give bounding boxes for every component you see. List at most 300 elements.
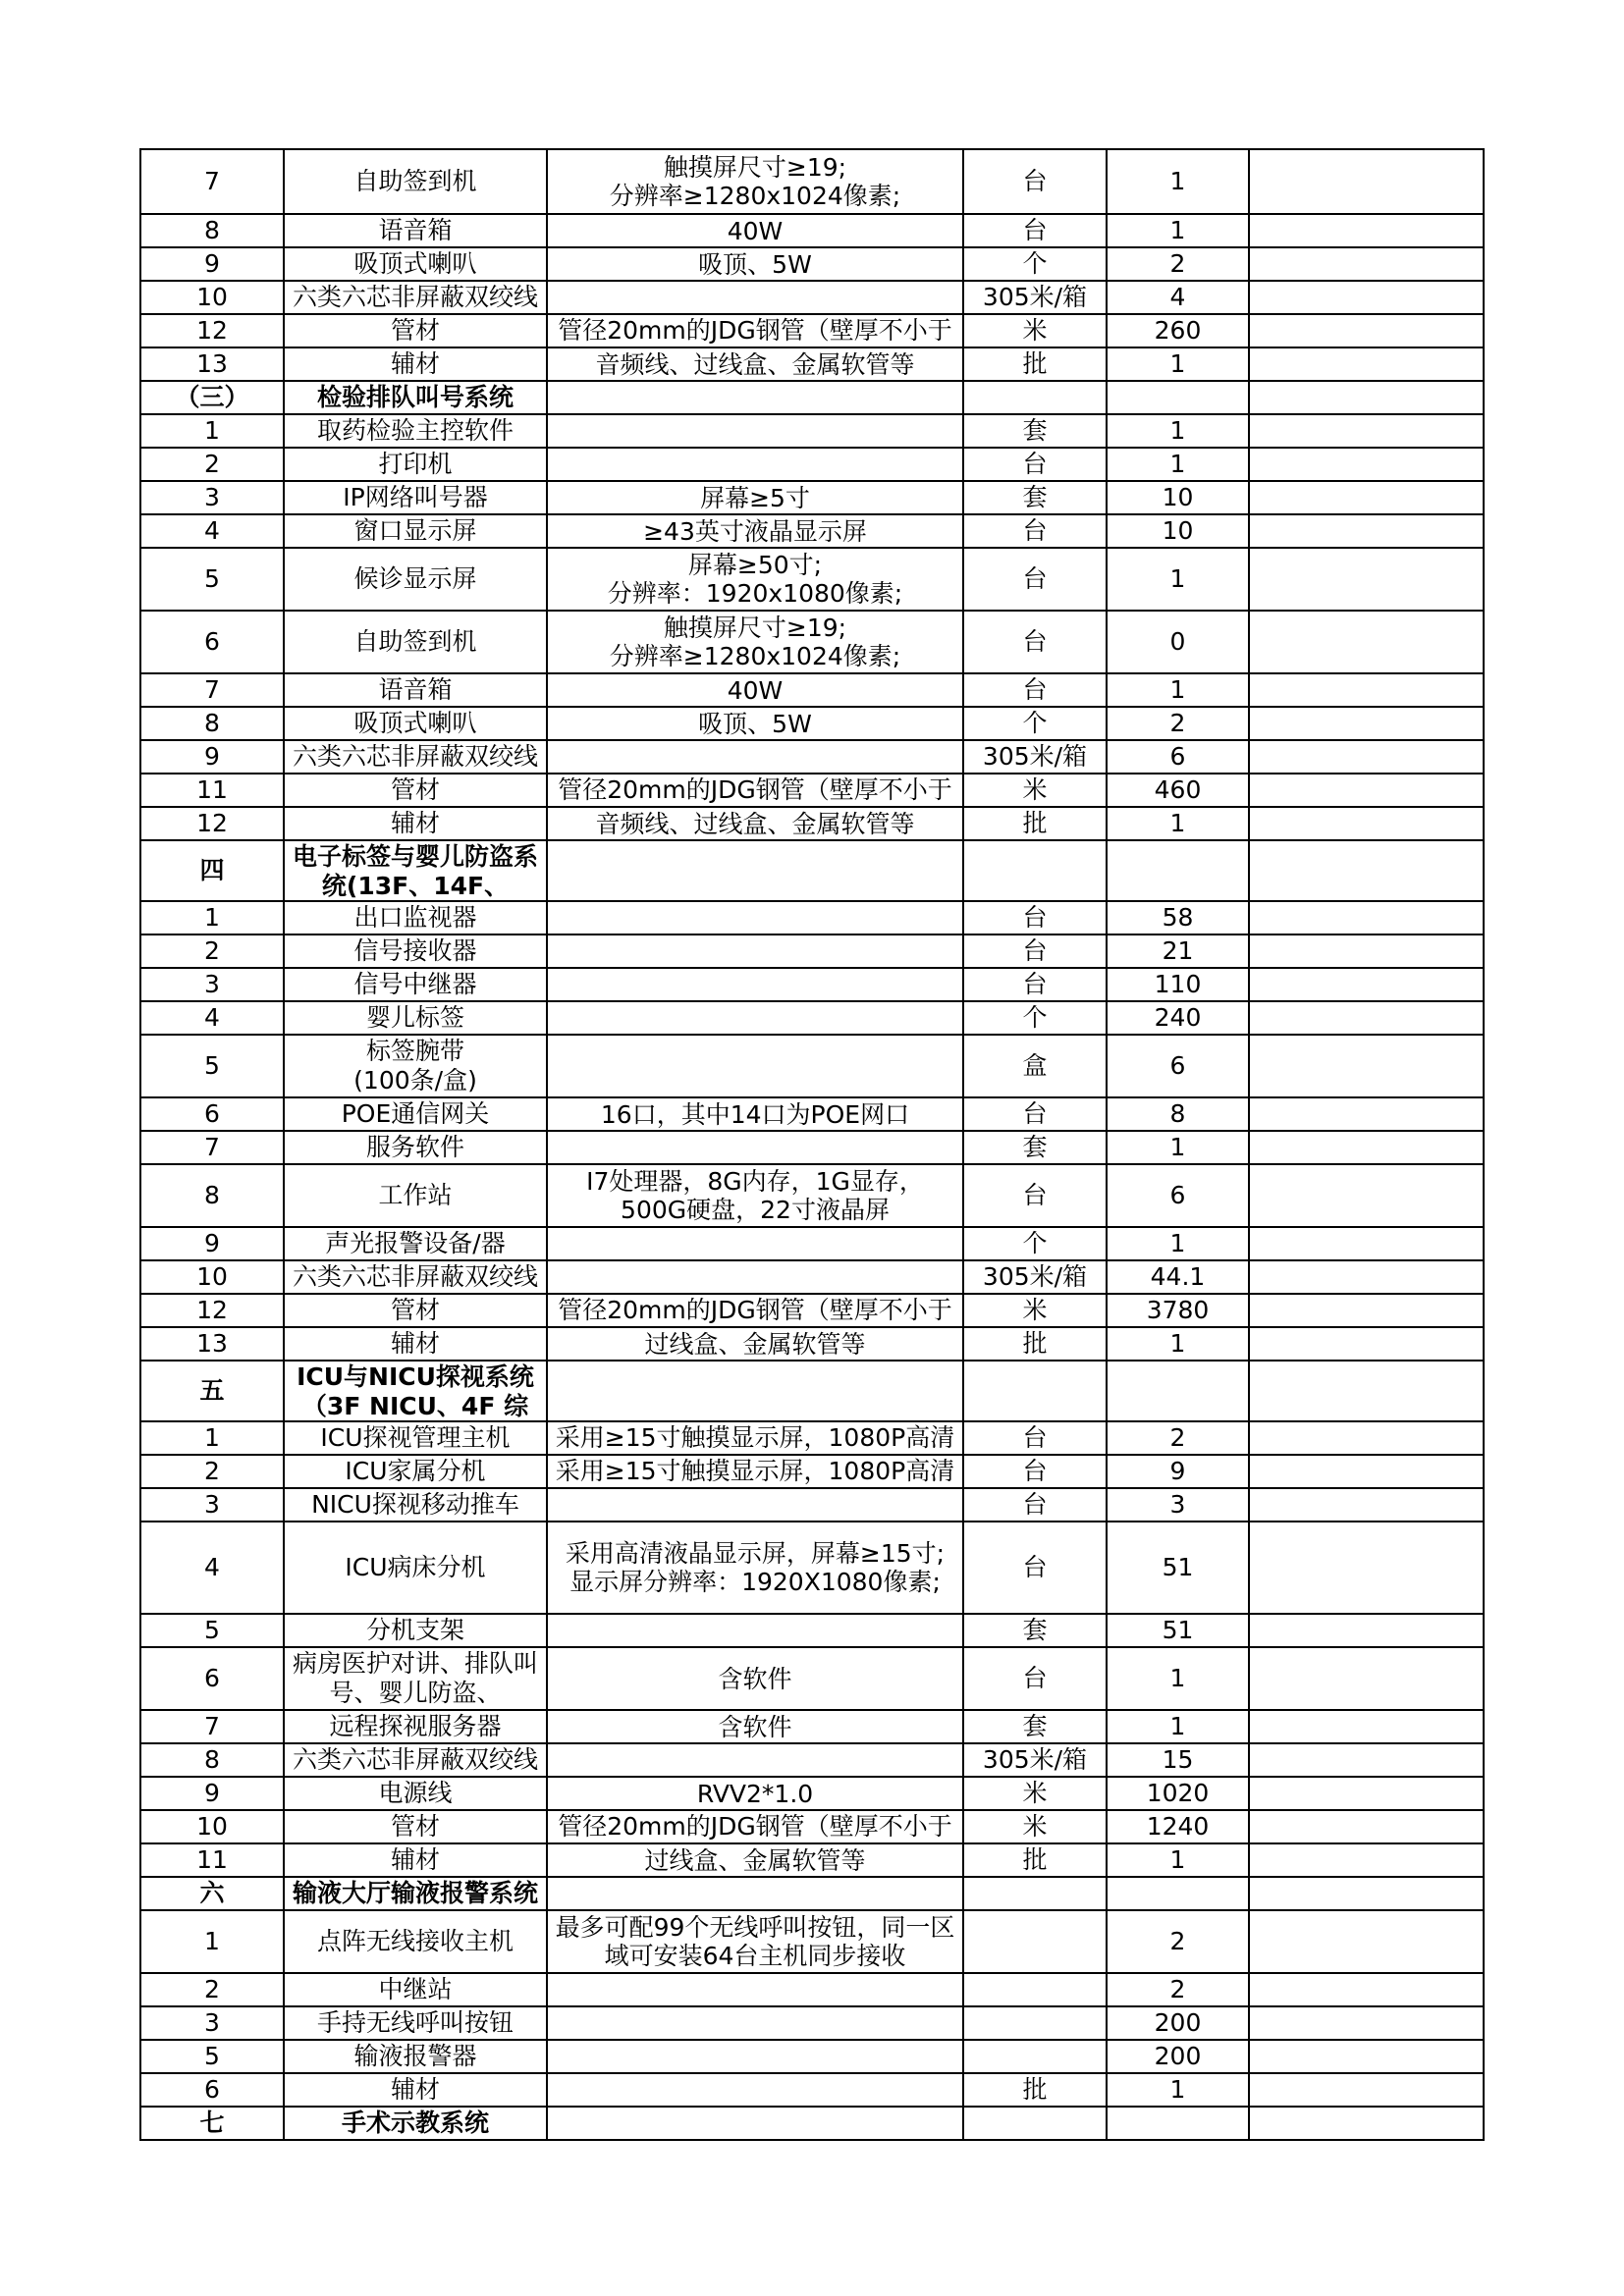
- cell-qty: 4: [1107, 281, 1249, 314]
- cell-qty: 1: [1107, 414, 1249, 448]
- cell-no: 9: [140, 1227, 284, 1260]
- cell-qty: 1: [1107, 149, 1249, 214]
- cell-spec: [547, 2107, 963, 2140]
- cell-unit: 个: [963, 1227, 1107, 1260]
- cell-unit: 套: [963, 481, 1107, 514]
- cell-qty: 21: [1107, 934, 1249, 968]
- cell-unit: 套: [963, 1131, 1107, 1164]
- cell-no: 5: [140, 1614, 284, 1647]
- cell-spec: [547, 1488, 963, 1522]
- cell-name: 电源线: [284, 1777, 547, 1810]
- cell-qty: 10: [1107, 481, 1249, 514]
- cell-unit: 个: [963, 707, 1107, 740]
- cell-unit: 305米/箱: [963, 740, 1107, 774]
- table-row: [140, 707, 1484, 740]
- cell-qty: 1: [1107, 1227, 1249, 1260]
- table-row: [140, 149, 1484, 214]
- cell-name: 病房医护对讲、排队叫号、婴儿防盗、: [284, 1647, 547, 1710]
- cell-spec: I7处理器，8G内存，1G显存， 500G硬盘，22寸液晶屏: [547, 1164, 963, 1227]
- cell-name: 声光报警设备/器: [284, 1227, 547, 1260]
- cell-no: 1: [140, 901, 284, 934]
- table-row: [140, 968, 1484, 1001]
- cell-unit: 米: [963, 1294, 1107, 1327]
- cell-name: ICU探视管理主机: [284, 1421, 547, 1455]
- cell-no: 12: [140, 807, 284, 840]
- cell-qty: 460: [1107, 774, 1249, 807]
- cell-name: 工作站: [284, 1164, 547, 1227]
- cell-qty: 2: [1107, 1973, 1249, 2006]
- cell-spec: [547, 1035, 963, 1097]
- cell-name: 六类六芯非屏蔽双绞线: [284, 740, 547, 774]
- cell-name: IP网络叫号器: [284, 481, 547, 514]
- table-row: [140, 1522, 1484, 1614]
- cell-unit: 台: [963, 1097, 1107, 1131]
- table-row: [140, 934, 1484, 968]
- cell-unit: 台: [963, 514, 1107, 548]
- cell-unit: [963, 1877, 1107, 1910]
- cell-remark: [1249, 1131, 1484, 1164]
- cell-name: 语音箱: [284, 214, 547, 247]
- cell-spec: [547, 1260, 963, 1294]
- cell-unit: 台: [963, 1455, 1107, 1488]
- cell-name: 辅材: [284, 347, 547, 381]
- cell-no: 4: [140, 514, 284, 548]
- cell-qty: 6: [1107, 740, 1249, 774]
- cell-no: 1: [140, 414, 284, 448]
- cell-spec: [547, 840, 963, 901]
- cell-no: 六: [140, 1877, 284, 1910]
- cell-qty: 3780: [1107, 1294, 1249, 1327]
- cell-qty: 3: [1107, 1488, 1249, 1522]
- cell-spec: [547, 381, 963, 414]
- cell-unit: 套: [963, 1614, 1107, 1647]
- cell-spec: 采用≥15寸触摸显示屏，1080P高清: [547, 1421, 963, 1455]
- table-row: [140, 1097, 1484, 1131]
- cell-qty: 9: [1107, 1455, 1249, 1488]
- cell-qty: 2: [1107, 247, 1249, 281]
- cell-no: 3: [140, 968, 284, 1001]
- table-row: [140, 1421, 1484, 1455]
- cell-spec: [547, 1877, 963, 1910]
- table-row: [140, 611, 1484, 673]
- cell-name: 六类六芯非屏蔽双绞线: [284, 1260, 547, 1294]
- cell-remark: [1249, 1522, 1484, 1614]
- cell-no: 9: [140, 1777, 284, 1810]
- table-row: [140, 281, 1484, 314]
- cell-no: 10: [140, 1810, 284, 1843]
- cell-unit: 台: [963, 1522, 1107, 1614]
- cell-unit: 米: [963, 1810, 1107, 1843]
- cell-qty: 10: [1107, 514, 1249, 548]
- table-row: [140, 1614, 1484, 1647]
- cell-unit: 批: [963, 347, 1107, 381]
- cell-remark: [1249, 1777, 1484, 1810]
- table-row: [140, 2006, 1484, 2040]
- cell-name: 管材: [284, 1810, 547, 1843]
- table-row: [140, 548, 1484, 611]
- cell-remark: [1249, 281, 1484, 314]
- cell-remark: [1249, 149, 1484, 214]
- cell-unit: [963, 2040, 1107, 2073]
- cell-no: 6: [140, 2073, 284, 2107]
- table-row: [140, 347, 1484, 381]
- cell-name: 六类六芯非屏蔽双绞线: [284, 1743, 547, 1777]
- table-row: [140, 1001, 1484, 1035]
- cell-remark: [1249, 347, 1484, 381]
- cell-unit: 批: [963, 2073, 1107, 2107]
- cell-no: 7: [140, 1710, 284, 1743]
- cell-unit: 305米/箱: [963, 1260, 1107, 1294]
- table-row: [140, 1294, 1484, 1327]
- cell-spec: 含软件: [547, 1647, 963, 1710]
- cell-no: 五: [140, 1361, 284, 1421]
- cell-name: 婴儿标签: [284, 1001, 547, 1035]
- cell-spec: 最多可配99个无线呼叫按钮，同一区域可安装64台主机同步接收: [547, 1910, 963, 1973]
- table-row: [140, 1843, 1484, 1877]
- cell-spec: 40W: [547, 673, 963, 707]
- cell-name: POE通信网关: [284, 1097, 547, 1131]
- cell-no: 1: [140, 1910, 284, 1973]
- cell-unit: [963, 1910, 1107, 1973]
- equipment-table: [139, 148, 1485, 2141]
- cell-unit: 批: [963, 807, 1107, 840]
- cell-name: 管材: [284, 314, 547, 347]
- table-row: [140, 740, 1484, 774]
- cell-no: 8: [140, 707, 284, 740]
- cell-no: 11: [140, 774, 284, 807]
- cell-no: 2: [140, 1973, 284, 2006]
- cell-unit: 台: [963, 1164, 1107, 1227]
- section-row: [140, 2107, 1484, 2140]
- cell-name: 输液报警器: [284, 2040, 547, 2073]
- cell-name: 分机支架: [284, 1614, 547, 1647]
- cell-name: 标签腕带 (100条/盒): [284, 1035, 547, 1097]
- cell-spec: 屏幕≥50寸; 分辨率：1920x1080像素;: [547, 548, 963, 611]
- table-row: [140, 807, 1484, 840]
- table-row: [140, 2040, 1484, 2073]
- cell-spec: 触摸屏尺寸≥19; 分辨率≥1280x1024像素;: [547, 149, 963, 214]
- cell-qty: 1020: [1107, 1777, 1249, 1810]
- cell-unit: 套: [963, 414, 1107, 448]
- cell-unit: 台: [963, 214, 1107, 247]
- cell-spec: 过线盒、金属软管等: [547, 1843, 963, 1877]
- cell-no: 7: [140, 673, 284, 707]
- cell-no: 12: [140, 1294, 284, 1327]
- cell-spec: 含软件: [547, 1710, 963, 1743]
- cell-remark: [1249, 414, 1484, 448]
- cell-no: 10: [140, 1260, 284, 1294]
- cell-spec: [547, 1131, 963, 1164]
- table-row: [140, 1327, 1484, 1361]
- cell-spec: [547, 968, 963, 1001]
- table-row: [140, 1164, 1484, 1227]
- cell-no: 2: [140, 448, 284, 481]
- cell-qty: 1240: [1107, 1810, 1249, 1843]
- cell-unit: 米: [963, 314, 1107, 347]
- cell-spec: [547, 1227, 963, 1260]
- cell-unit: 台: [963, 611, 1107, 673]
- cell-no: 9: [140, 247, 284, 281]
- cell-name: 辅材: [284, 1327, 547, 1361]
- cell-no: 2: [140, 1455, 284, 1488]
- cell-remark: [1249, 1843, 1484, 1877]
- cell-no: 13: [140, 347, 284, 381]
- cell-name: 打印机: [284, 448, 547, 481]
- cell-no: 1: [140, 1421, 284, 1455]
- cell-no: 11: [140, 1843, 284, 1877]
- cell-name: 窗口显示屏: [284, 514, 547, 548]
- cell-spec: RVV2*1.0: [547, 1777, 963, 1810]
- cell-spec: [547, 901, 963, 934]
- cell-remark: [1249, 1710, 1484, 1743]
- cell-name: 吸顶式喇叭: [284, 247, 547, 281]
- table-row: [140, 1710, 1484, 1743]
- cell-spec: [547, 740, 963, 774]
- cell-remark: [1249, 1421, 1484, 1455]
- table-row: [140, 2073, 1484, 2107]
- cell-qty: 0: [1107, 611, 1249, 673]
- cell-name: 中继站: [284, 1973, 547, 2006]
- cell-spec: [547, 1361, 963, 1421]
- cell-remark: [1249, 381, 1484, 414]
- cell-remark: [1249, 1361, 1484, 1421]
- table-row: [140, 774, 1484, 807]
- cell-unit: 米: [963, 774, 1107, 807]
- cell-qty: 1: [1107, 214, 1249, 247]
- cell-name: 取药检验主控软件: [284, 414, 547, 448]
- cell-spec: 16口，其中14口为POE网口: [547, 1097, 963, 1131]
- cell-remark: [1249, 934, 1484, 968]
- cell-remark: [1249, 1973, 1484, 2006]
- table-row: [140, 901, 1484, 934]
- cell-qty: [1107, 1877, 1249, 1910]
- cell-qty: 51: [1107, 1522, 1249, 1614]
- cell-name: 信号接收器: [284, 934, 547, 968]
- cell-name: 服务软件: [284, 1131, 547, 1164]
- cell-spec: 管径20mm的JDG钢管（壁厚不小于: [547, 774, 963, 807]
- table-row: [140, 314, 1484, 347]
- cell-unit: 套: [963, 1710, 1107, 1743]
- cell-spec: 采用高清液晶显示屏，屏幕≥15寸; 显示屏分辨率：1920X1080像素;: [547, 1522, 963, 1614]
- cell-remark: [1249, 1035, 1484, 1097]
- cell-remark: [1249, 774, 1484, 807]
- cell-remark: [1249, 2006, 1484, 2040]
- cell-no: 8: [140, 214, 284, 247]
- cell-spec: 40W: [547, 214, 963, 247]
- cell-remark: [1249, 314, 1484, 347]
- cell-remark: [1249, 1910, 1484, 1973]
- cell-spec: [547, 1614, 963, 1647]
- cell-spec: 管径20mm的JDG钢管（壁厚不小于: [547, 1294, 963, 1327]
- table-row: [140, 1131, 1484, 1164]
- cell-unit: 台: [963, 673, 1107, 707]
- cell-name: 出口监视器: [284, 901, 547, 934]
- cell-no: 3: [140, 2006, 284, 2040]
- cell-no: （三）: [140, 381, 284, 414]
- cell-remark: [1249, 2107, 1484, 2140]
- cell-remark: [1249, 1260, 1484, 1294]
- cell-spec: [547, 2040, 963, 2073]
- cell-remark: [1249, 1614, 1484, 1647]
- cell-name: 管材: [284, 1294, 547, 1327]
- cell-no: 9: [140, 740, 284, 774]
- cell-unit: 批: [963, 1843, 1107, 1877]
- cell-name: 自助签到机: [284, 611, 547, 673]
- cell-unit: 个: [963, 1001, 1107, 1035]
- cell-no: 5: [140, 2040, 284, 2073]
- cell-qty: 260: [1107, 314, 1249, 347]
- cell-qty: 200: [1107, 2006, 1249, 2040]
- cell-qty: 200: [1107, 2040, 1249, 2073]
- cell-spec: ≥43英寸液晶显示屏: [547, 514, 963, 548]
- table-row: [140, 1488, 1484, 1522]
- cell-remark: [1249, 514, 1484, 548]
- cell-name: 辅材: [284, 807, 547, 840]
- cell-no: 5: [140, 548, 284, 611]
- cell-qty: 1: [1107, 548, 1249, 611]
- cell-name: ICU与NICU探视系统（3F NICU、4F 综: [284, 1361, 547, 1421]
- cell-unit: 台: [963, 1647, 1107, 1710]
- cell-remark: [1249, 1647, 1484, 1710]
- cell-remark: [1249, 1877, 1484, 1910]
- section-row: [140, 1877, 1484, 1910]
- cell-no: 3: [140, 481, 284, 514]
- cell-no: 12: [140, 314, 284, 347]
- cell-spec: [547, 281, 963, 314]
- cell-name: 电子标签与婴儿防盗系统(13F、14F、: [284, 840, 547, 901]
- cell-spec: [547, 934, 963, 968]
- cell-spec: [547, 414, 963, 448]
- cell-no: 8: [140, 1743, 284, 1777]
- table-row: [140, 673, 1484, 707]
- cell-unit: 台: [963, 149, 1107, 214]
- cell-name: 手术示教系统: [284, 2107, 547, 2140]
- cell-name: 手持无线呼叫按钮: [284, 2006, 547, 2040]
- cell-unit: 台: [963, 448, 1107, 481]
- cell-no: 4: [140, 1522, 284, 1614]
- cell-no: 6: [140, 1647, 284, 1710]
- table-row: [140, 1647, 1484, 1710]
- cell-qty: 44.1: [1107, 1260, 1249, 1294]
- section-row: [140, 381, 1484, 414]
- cell-no: 七: [140, 2107, 284, 2140]
- cell-unit: 台: [963, 901, 1107, 934]
- cell-no: 3: [140, 1488, 284, 1522]
- cell-unit: 台: [963, 1421, 1107, 1455]
- cell-spec: 吸顶、5W: [547, 247, 963, 281]
- cell-qty: 51: [1107, 1614, 1249, 1647]
- cell-remark: [1249, 1164, 1484, 1227]
- cell-spec: 管径20mm的JDG钢管（壁厚不小于: [547, 1810, 963, 1843]
- cell-name: 信号中继器: [284, 968, 547, 1001]
- cell-remark: [1249, 2073, 1484, 2107]
- cell-qty: [1107, 1361, 1249, 1421]
- table-row: [140, 448, 1484, 481]
- table-row: [140, 514, 1484, 548]
- cell-unit: 批: [963, 1327, 1107, 1361]
- cell-qty: 1: [1107, 1710, 1249, 1743]
- cell-spec: 触摸屏尺寸≥19; 分辨率≥1280x1024像素;: [547, 611, 963, 673]
- cell-remark: [1249, 1227, 1484, 1260]
- cell-no: 6: [140, 1097, 284, 1131]
- cell-name: NICU探视移动推车: [284, 1488, 547, 1522]
- cell-remark: [1249, 247, 1484, 281]
- cell-remark: [1249, 707, 1484, 740]
- cell-no: 8: [140, 1164, 284, 1227]
- cell-qty: 1: [1107, 347, 1249, 381]
- cell-qty: 6: [1107, 1035, 1249, 1097]
- cell-unit: 个: [963, 247, 1107, 281]
- cell-remark: [1249, 1294, 1484, 1327]
- cell-remark: [1249, 481, 1484, 514]
- cell-spec: 音频线、过线盒、金属软管等: [547, 347, 963, 381]
- cell-qty: 6: [1107, 1164, 1249, 1227]
- cell-remark: [1249, 968, 1484, 1001]
- cell-no: 7: [140, 1131, 284, 1164]
- cell-name: ICU家属分机: [284, 1455, 547, 1488]
- cell-remark: [1249, 1097, 1484, 1131]
- table-row: [140, 1227, 1484, 1260]
- cell-no: 6: [140, 611, 284, 673]
- table-row: [140, 481, 1484, 514]
- cell-qty: [1107, 2107, 1249, 2140]
- table-body: [140, 149, 1484, 2140]
- cell-name: 远程探视服务器: [284, 1710, 547, 1743]
- cell-no: 13: [140, 1327, 284, 1361]
- cell-qty: [1107, 840, 1249, 901]
- table-row: [140, 247, 1484, 281]
- cell-spec: 过线盒、金属软管等: [547, 1327, 963, 1361]
- cell-qty: 15: [1107, 1743, 1249, 1777]
- cell-unit: [963, 840, 1107, 901]
- cell-name: 检验排队叫号系统: [284, 381, 547, 414]
- cell-unit: 台: [963, 934, 1107, 968]
- cell-qty: 1: [1107, 448, 1249, 481]
- cell-no: 10: [140, 281, 284, 314]
- cell-name: 点阵无线接收主机: [284, 1910, 547, 1973]
- table-row: [140, 1260, 1484, 1294]
- cell-remark: [1249, 740, 1484, 774]
- cell-remark: [1249, 1455, 1484, 1488]
- cell-unit: 盒: [963, 1035, 1107, 1097]
- cell-no: 5: [140, 1035, 284, 1097]
- cell-unit: [963, 2006, 1107, 2040]
- cell-name: 输液大厅输液报警系统: [284, 1877, 547, 1910]
- cell-spec: [547, 2073, 963, 2107]
- cell-name: 辅材: [284, 1843, 547, 1877]
- cell-remark: [1249, 2040, 1484, 2073]
- table-row: [140, 214, 1484, 247]
- cell-remark: [1249, 548, 1484, 611]
- cell-name: 候诊显示屏: [284, 548, 547, 611]
- cell-no: 四: [140, 840, 284, 901]
- cell-name: 六类六芯非屏蔽双绞线: [284, 281, 547, 314]
- cell-qty: 1: [1107, 673, 1249, 707]
- cell-spec: 吸顶、5W: [547, 707, 963, 740]
- cell-qty: 240: [1107, 1001, 1249, 1035]
- cell-qty: 2: [1107, 1910, 1249, 1973]
- section-row: [140, 1361, 1484, 1421]
- cell-spec: 音频线、过线盒、金属软管等: [547, 807, 963, 840]
- table-row: [140, 1035, 1484, 1097]
- table-row: [140, 1455, 1484, 1488]
- cell-spec: 管径20mm的JDG钢管（壁厚不小于: [547, 314, 963, 347]
- table-row: [140, 1973, 1484, 2006]
- cell-qty: 1: [1107, 1843, 1249, 1877]
- cell-name: 吸顶式喇叭: [284, 707, 547, 740]
- cell-unit: 台: [963, 548, 1107, 611]
- cell-name: 辅材: [284, 2073, 547, 2107]
